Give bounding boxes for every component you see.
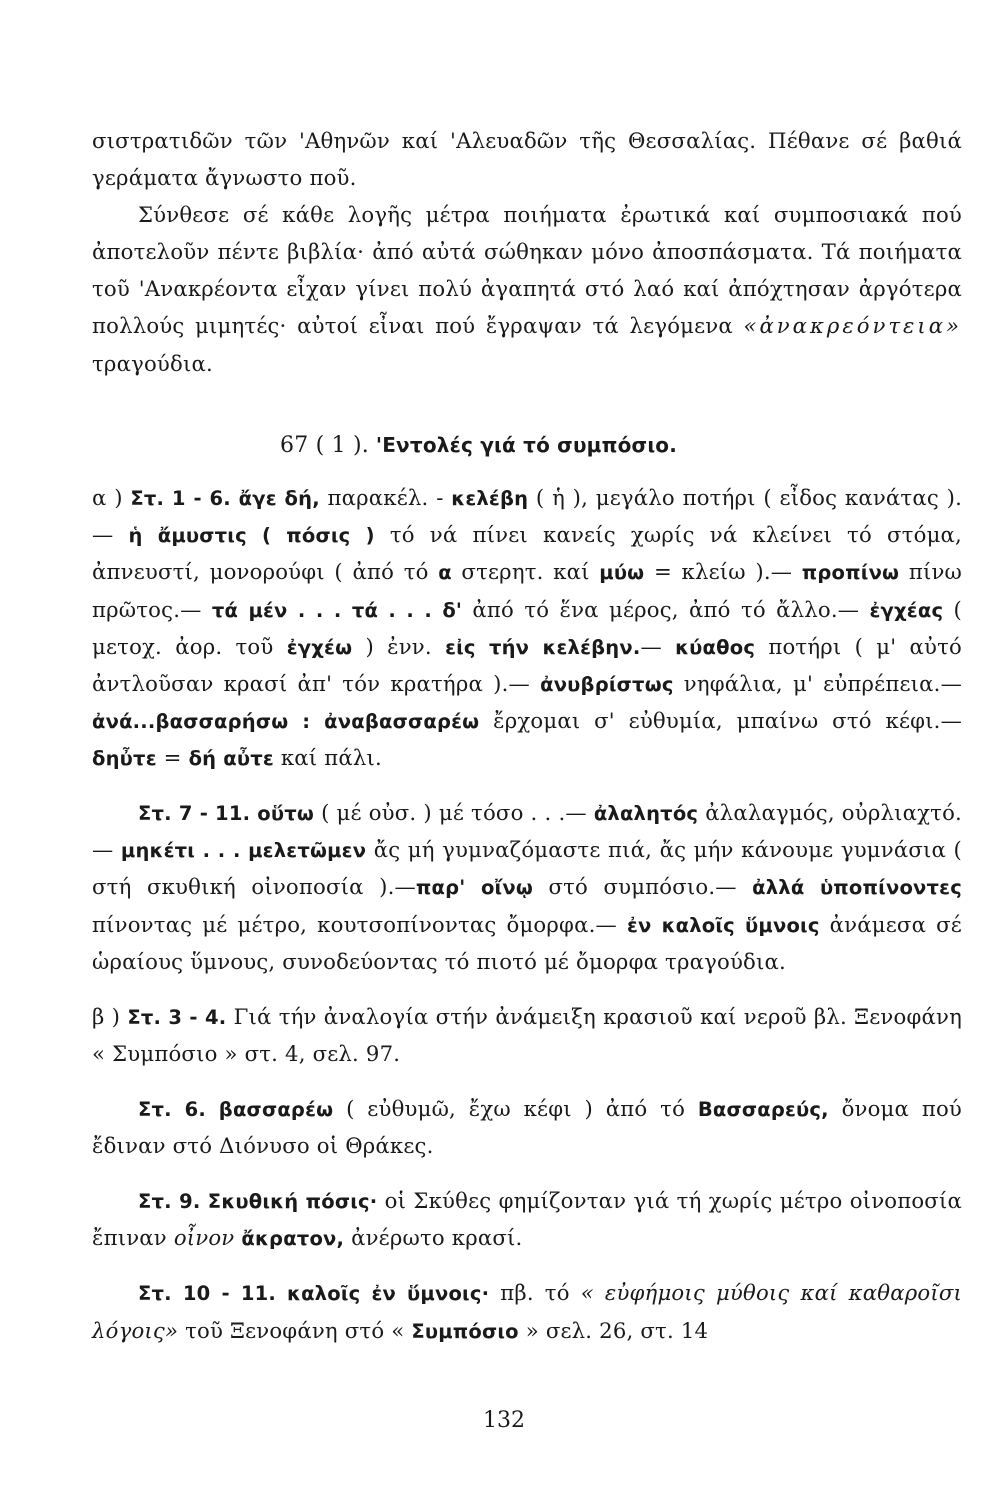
section-heading <box>92 426 962 466</box>
paragraph-anacreon-works: Σύνθεσε σέ κάθε λογῆς μέτρα ποιήματα ἐρωτικά καί συμποσιακά πού ἀποτελοῦν πέντε βιβλία· ἀπό αὐτά σώθηκαν μόνο ἀποσπάσματα. Τά ποιήματα τοῦ 'Ανακρέοντα εἶχαν γίνει πολύ ἀγαπητά στό λαό καί ἀπόχτησαν ἀργότερα πολλούς μιμητές· αὐτοί εἶναι πού ἔγραψαν τά λεγόμενα «ἀνακρεόντεια» τραγούδια. <box>92 202 962 376</box>
section-title: 'Εντολές γιά τό συμπόσιο. <box>375 432 678 457</box>
body-text <box>92 122 962 1349</box>
page-number: 132 <box>483 1408 525 1433</box>
note-beta: β ) Στ. 3 - 4. Γιά τήν ἀναλογία στήν ἀνάμειξη κρασιοῦ καί νεροῦ βλ. Ξενοφάνη « Συμπόσιο » στ. 4, σελ. 97. <box>92 1003 962 1066</box>
paragraph-intro-continuation: σιστρατιδῶν τῶν 'Αθηνῶν καί 'Αλευαδῶν τῆς Θεσσαλίας. Πέθανε σέ βαθιά γεράματα ἄγνωστο ποῦ. <box>92 128 962 191</box>
note-lines-7-11: Στ. 7 - 11. οὕτω ( μέ οὐσ. ) μέ τόσο . . .— ἀλαλητός ἀλαλαγμός, οὐρλιαχτό.— μηκέτι . . . μελετῶμεν ἄς μή γυμναζόμαστε πιά, ἄς μήν κάνουμε γυμνάσια ( στή σκυθική οἰνοποσία ).—παρ' οἴνῳ στό συμπόσιο.— ἀλλά ὑποπίνοντες πίνοντας μέ μέτρο, κουτσοπίνοντας ὄμορφα.— ἐν καλοῖς ὕμνοις ἀνάμεσα σέ ὡραίους ὕμνους, συνοδεύοντας τό πιοτό μέ ὄμορφα τραγούδια. <box>92 800 962 974</box>
section-number: 67 ( 1 ). <box>280 432 369 458</box>
note-lines-10-11: Στ. 10 - 11. καλοῖς ἐν ὕμνοις· πβ. τό « εὐφήμοις μύθοις καί καθαροῖσι λόγοις» τοῦ Ξενοφάνη στό « Συμπόσιο » σελ. 26, στ. 14 <box>92 1280 962 1343</box>
spaced-term: «ἀνακρεόντεια» <box>743 313 962 339</box>
note-line-9: Στ. 9. Σκυθική πόσις· οἱ Σκύθες φημίζονταν γιά τή χωρίς μέτρο οἰνοποσία ἔπιναν οἶνον ἄκρατον, ἀνέρωτο κρασί. <box>92 1188 962 1251</box>
note-line-6: Στ. 6. βασσαρέω ( εὐθυμῶ, ἔχω κέφι ) ἀπό τό Βασσαρεύς, ὄνομα πού ἔδιναν στό Διόνυσο οἱ Θράκες. <box>92 1095 962 1159</box>
note-alpha: α ) Στ. 1 - 6. ἄγε δή, παρακέλ. - κελέβη ( ἡ ), μεγάλο ποτήρι ( εἶδος κανάτας ).— ἡ ἄμυστις ( πόσις ) τό νά πίνει κανείς χωρίς νά κλείνει τό στόμα, ἀπνευστί, μονορούφι ( ἀπό τό α στερητ. καί μύω = κλείω ).— προπίνω πίνω πρῶτος.— τά μέν . . . τά . . . δ' ἀπό τό ἕνα μέρος, ἀπό τό ἄλλο.— ἐγχέας ( μετοχ. ἀορ. τοῦ ἐγχέω ) ἐνν. εἰς τήν κελέβην.— κύαθος ποτήρι ( μ' αὐτό ἀντλοῦσαν κρασί ἀπ' τόν κρατήρα ).— ἀνυβρίστως νηφάλια, μ' εὐπρέπεια.— ἀνά...βασσαρήσω : ἀναβασσαρέω ἔρχομαι σ' εὐθυμία, μπαίνω στό κέφι.— δηὖτε = δή αὖτε καί πάλι. <box>92 485 963 771</box>
